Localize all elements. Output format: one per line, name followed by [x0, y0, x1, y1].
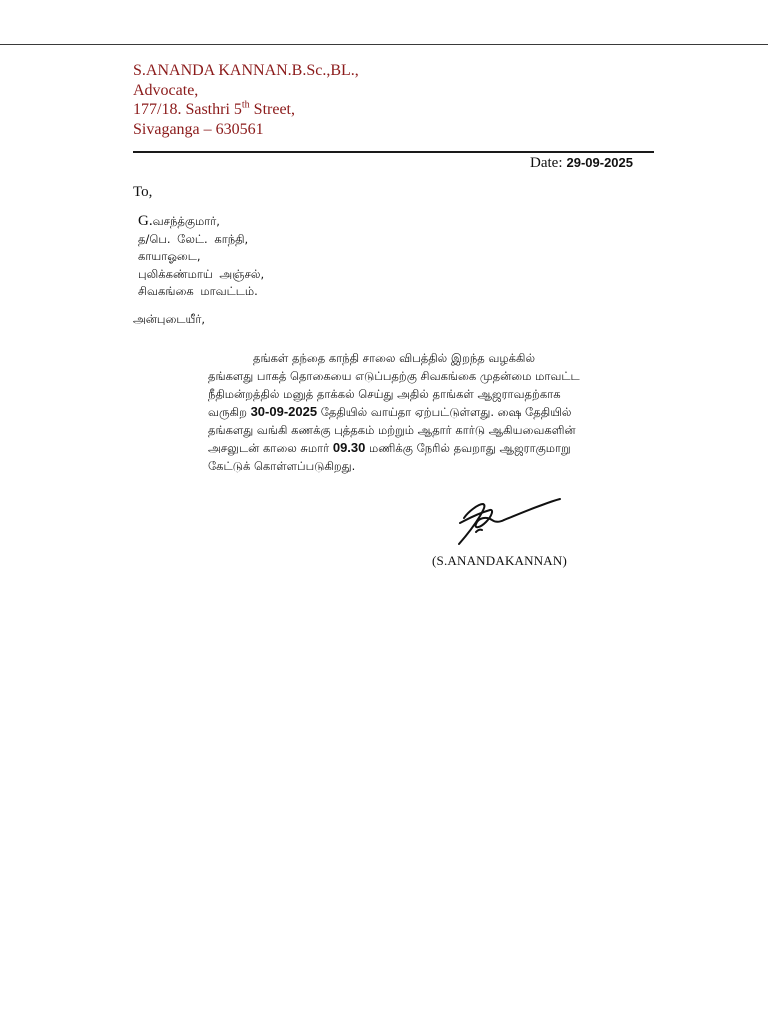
letter-body: [208, 349, 678, 475]
recipient-district: சிவகங்கை மாவட்டம்.: [138, 284, 258, 298]
body-line-4: [208, 403, 678, 421]
advocate-title: Advocate,: [133, 81, 199, 99]
city-line: Sivaganga – 630561: [133, 120, 264, 138]
date-line: [530, 154, 633, 172]
body-line-6-post: மணிக்கு நேரில் தவறாது ஆஜராகுமாறு: [365, 441, 571, 455]
hearing-date: 30-09-2025: [250, 404, 318, 419]
recipient-name-line: [138, 213, 264, 231]
salutation: அன்புடையீர்,: [133, 312, 206, 326]
recipient-address: [138, 213, 264, 301]
advocate-name: S.ANANDA KANNAN.B.Sc.,BL.,: [133, 62, 359, 79]
body-line-5: தங்களது வங்கி கணக்கு புத்தகம் மற்றும் ஆதார் கார்டு ஆகியவைகளின்: [208, 423, 576, 437]
top-divider: [0, 44, 768, 45]
handwritten-signature: [456, 496, 566, 548]
recipient-village: காயாஓடை,: [138, 249, 201, 263]
recipient-post: புலிக்கண்மாய் அஞ்சல்,: [138, 266, 265, 281]
date-value: 29-09-2025: [566, 155, 633, 170]
recipient-father: த/பெ. லேட். காந்தி,: [138, 231, 249, 246]
body-line-4-pre: வருகிற: [208, 405, 251, 419]
body-line-3: நீதிமன்றத்தில் மனுத் தாக்கல் செய்து அதில் தாங்கள் ஆஜராவதற்காக: [208, 387, 561, 401]
address-superscript: th: [241, 99, 250, 111]
signatory-name: (S.ANANDAKANNAN): [432, 553, 567, 568]
letterhead-divider: [133, 151, 654, 153]
body-line-6: [208, 439, 678, 457]
body-line-4-post: தேதியில் வாய்தா ஏற்பட்டுள்ளது. ஷை தேதியில்: [317, 405, 572, 419]
letterhead: [133, 61, 359, 139]
address-prefix: 177/18. Sasthri 5: [133, 101, 242, 118]
address-line: [133, 100, 359, 120]
date-label: Date:: [530, 155, 563, 171]
body-line-6-pre: அசலுடன் காலை சுமார்: [208, 441, 333, 455]
address-suffix: Street,: [249, 101, 295, 118]
body-line-7: கேட்டுக் கொள்ளப்படுகிறது.: [208, 459, 356, 473]
hearing-time: 09.30: [332, 440, 366, 455]
recipient-initial: G.: [138, 213, 153, 229]
body-line-1: தங்கள் தந்தை காந்தி சாலை விபத்தில் இறந்த வழக்கில்: [253, 351, 536, 365]
recipient-name: வசந்த்குமார்,: [152, 214, 220, 228]
to-label: To,: [133, 184, 153, 200]
body-line-2: தங்களது பாகத் தொகையை எடுப்பதற்கு சிவகங்கை முதன்மை மாவட்ட: [208, 369, 580, 383]
